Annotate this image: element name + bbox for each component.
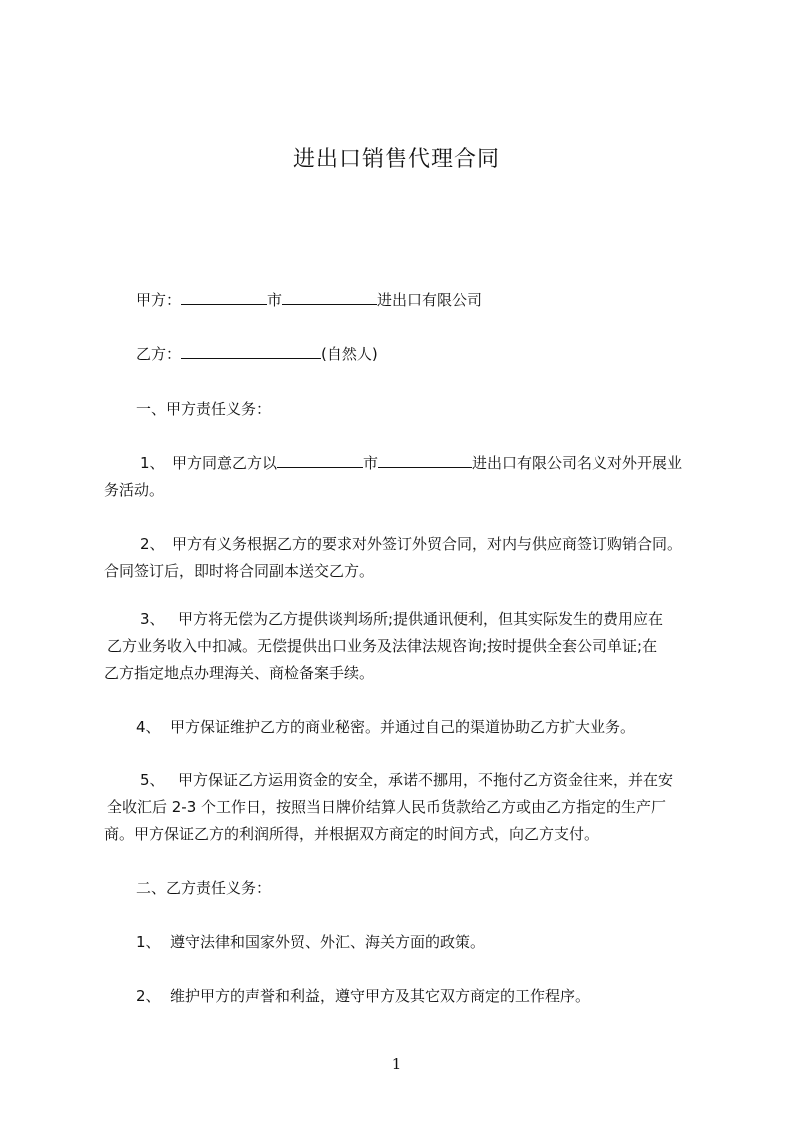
s1-item5-number: 5、 xyxy=(140,771,165,789)
party-b-note: (自然人) xyxy=(321,345,378,363)
s1-item1-line1 xyxy=(140,450,682,477)
s2-item2-text1: 维护甲方的声誉和利益，遵守甲方及其它双方商定的工作程序。 xyxy=(170,987,591,1005)
party-a-label: 甲方： xyxy=(136,291,182,309)
s1-item3-line1 xyxy=(140,606,663,633)
s2-item2-line1 xyxy=(136,983,590,1010)
s1-item1-text-pre: 甲方同意乙方以 xyxy=(172,454,278,472)
s1-item2-line1 xyxy=(140,531,682,558)
s1-item3-line3: 乙方指定地点办理海关、商检备案手续。 xyxy=(104,664,375,682)
section1-heading: 一、甲方责任义务： xyxy=(136,400,272,418)
party-b-name-blank xyxy=(181,344,321,359)
s1-item2-line2: 合同签订后，即时将合同副本送交乙方。 xyxy=(104,562,375,580)
party-b-line xyxy=(136,341,378,368)
party-a-city-suffix: 市 xyxy=(267,291,283,309)
s1-item4-line1 xyxy=(136,714,635,741)
s2-item1-line1 xyxy=(136,929,485,956)
party-b-label: 乙方： xyxy=(136,345,182,363)
s1-item3-text1: 甲方将无偿为乙方提供谈判场所;提供通讯便利，但其实际发生的费用应在 xyxy=(178,610,664,628)
s1-item3-line2: 乙方业务收入中扣减。无偿提供出口业务及法律法规咨询;按时提供全套公司单证;在 xyxy=(107,637,658,655)
s1-item1-text-mid: 市 xyxy=(363,454,379,472)
s1-item3-number: 3、 xyxy=(140,610,165,628)
party-a-company-suffix: 进出口有限公司 xyxy=(377,291,483,309)
s1-item5-line3: 商。甲方保证乙方的利润所得，并根据双方商定的时间方式，向乙方支付。 xyxy=(104,825,600,843)
s1-item1-number: 1、 xyxy=(140,454,165,472)
s1-item2-number: 2、 xyxy=(140,535,165,553)
contract-title: 进出口销售代理合同 xyxy=(292,147,500,172)
section2-heading: 二、乙方责任义务： xyxy=(136,879,272,897)
s1-item4-number: 4、 xyxy=(136,718,161,736)
s1-item1-company-blank xyxy=(378,453,472,468)
s1-item5-text1: 甲方保证乙方运用资金的安全，承诺不挪用，不拖付乙方资金往来，并在安 xyxy=(178,771,674,789)
s2-item1-number: 1、 xyxy=(136,933,161,951)
s1-item1-line2: 务活动。 xyxy=(104,481,165,499)
s1-item1-city-blank xyxy=(277,453,363,468)
s1-item4-text1: 甲方保证维护乙方的商业秘密。并通过自己的渠道协助乙方扩大业务。 xyxy=(170,718,636,736)
s1-item2-text1: 甲方有义务根据乙方的要求对外签订外贸合同，对内与供应商签订购销合同。 xyxy=(172,535,683,553)
s1-item1-text-post: 进出口有限公司名义对外开展业 xyxy=(472,454,683,472)
s1-item5-line2: 全收汇后 2-3 个工作日，按照当日牌价结算人民币货款给乙方或由乙方指定的生产厂 xyxy=(107,798,667,816)
party-a-line xyxy=(136,287,482,314)
party-a-company-blank xyxy=(282,290,377,305)
s2-item1-text1: 遵守法律和国家外贸、外汇、海关方面的政策。 xyxy=(170,933,486,951)
page-number: 1 xyxy=(391,1055,402,1073)
s2-item2-number: 2、 xyxy=(136,987,161,1005)
party-a-city-blank xyxy=(181,290,267,305)
s1-item5-line1 xyxy=(140,767,673,794)
